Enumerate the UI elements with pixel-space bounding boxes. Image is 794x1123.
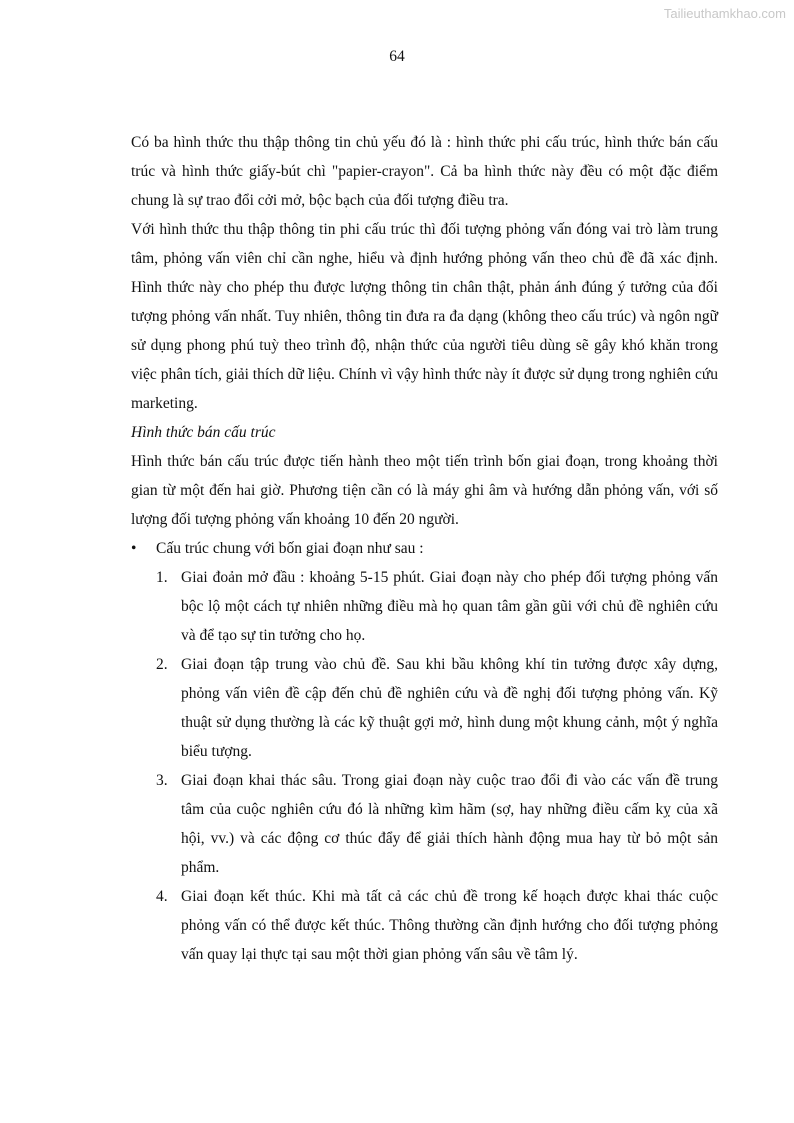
bullet-item [131,534,718,969]
page-content [131,128,718,969]
stages-list [131,563,718,969]
paragraph-unstructured: Với hình thức thu thập thông tin phi cấu trúc thì đối tượng phỏng vấn đóng vai trò làm trung tâm, phỏng vấn viên chỉ cần nghe, hiểu và định hướng phỏng vấn theo chủ đề đã xác định. Hình thức này cho phép thu được lượng thông tin chân thật, phản ánh đúng ý tưởng của đối tượng phỏng vấn nhất. Tuy nhiên, thông tin đưa ra đa dạng (không theo cấu trúc) và ngôn ngữ sử dụng phong phú tuỳ theo trình độ, nhận thức của người tiêu dùng sẽ gây khó khăn trong việc phân tích, giải thích dữ liệu. Chính vì vậy hình thức này ít được sử dụng trong nghiên cứu marketing. [131,221,719,412]
stage-number: 2. [156,656,168,673]
bullet-list [131,534,718,969]
bullet-text: Cấu trúc chung với bốn giai đoạn như sau : [156,540,424,557]
stage-number: 3. [156,772,168,789]
stage-item [131,882,718,969]
paragraph-intro: Có ba hình thức thu thập thông tin chủ yếu đó là : hình thức phi cấu trúc, hình thức bán cấu trúc và hình thức giấy-bút chì "papier-crayon". Cả ba hình thức này đều có một đặc điểm chung là sự trao đổi cởi mở, bộc bạch của đối tượng điều tra. [131,134,718,209]
paragraph-semi-structured: Hình thức bán cấu trúc được tiến hành theo một tiến trình bốn giai đoạn, trong khoảng thời gian từ một đến hai giờ. Phương tiện cần có là máy ghi âm và hướng dẫn phỏng vấn, với số lượng đối tượng phỏng vấn khoảng 10 đến 20 người. [131,453,718,528]
section-subheading: Hình thức bán cấu trúc [131,424,276,441]
stage-text: Giai đoạn khai thác sâu. Trong giai đoạn này cuộc trao đổi đi vào các vấn đề trung tâm của cuộc nghiên cứu đó là những kìm hãm (sợ, hay những điều cấm kỵ của xã hội, vv.) và các động cơ thúc đẩy để giải thích hành động mua hay từ bỏ một sản phẩm. [181,772,718,876]
stage-text: Giai đoản mở đầu : khoảng 5-15 phút. Giai đoạn này cho phép đối tượng phỏng vấn bộc lộ một cách tự nhiên những điều mà họ quan tâm gần gũi với chủ đề nghiên cứu và để tạo sự tin tưởng cho họ. [181,569,718,644]
stage-item [131,563,718,650]
stage-item [131,650,718,766]
stage-item [131,766,718,882]
stage-text: Giai đoạn tập trung vào chủ đề. Sau khi bầu không khí tin tưởng được xây dựng, phỏng vấn viên đề cập đến chủ đề nghiên cứu và đề nghị đối tượng phỏng vấn. Kỹ thuật sử dụng thường là các kỹ thuật gợi mở, hình dung một khung cảnh, một ý nghĩa biểu tượng. [181,656,718,760]
page-number: 64 [389,48,405,65]
watermark: Tailieuthamkhao.com [663,6,786,21]
stage-text: Giai đoạn kết thúc. Khi mà tất cả các chủ đề trong kế hoạch được khai thác cuộc phỏng vấn có thể được kết thúc. Thông thường cần định hướng cho đối tượng phỏng vấn quay lại thực tại sau một thời gian phỏng vấn sâu về tâm lý. [181,888,718,963]
stage-number: 1. [156,569,168,586]
stage-number: 4. [156,888,168,905]
